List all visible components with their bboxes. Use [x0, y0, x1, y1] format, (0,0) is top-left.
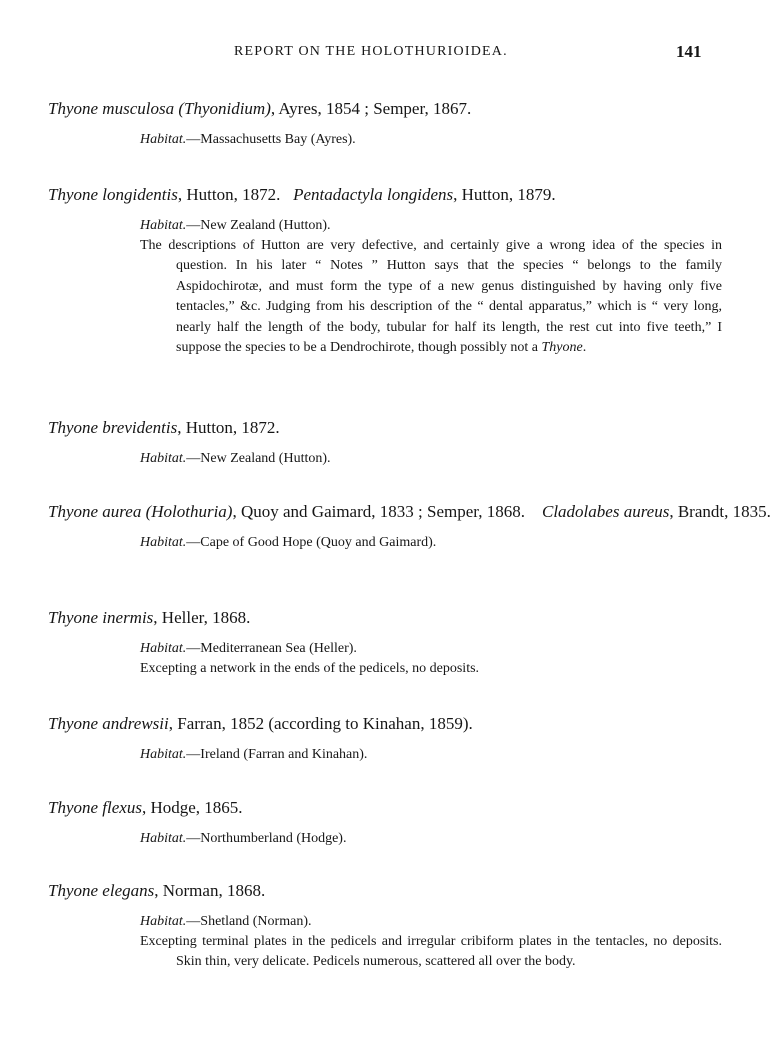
entry-title	[0, 501, 776, 523]
synonym-authority: , Hutton, 1879.	[453, 185, 556, 204]
habitat	[0, 449, 776, 469]
synonym-name: Pentadactyla longidens	[293, 185, 454, 204]
habitat-label: Habitat.	[140, 831, 187, 846]
habitat-text: —Northumberland (Hodge).	[186, 831, 347, 846]
species-entry-thyone-andrewsii	[0, 713, 776, 765]
authority: , Hutton, 1872.	[177, 185, 281, 204]
species-entry-thyone-inermis	[0, 607, 776, 679]
species-name: Thyone longidentis	[48, 185, 178, 204]
note-paragraph: Excepting terminal plates in the pedicels and irregular cribiform plates in the tentacles, no deposits. Skin thin, very delicate. Pedicels numerous, scattered all over the body.	[140, 934, 722, 970]
habitat-text: —New Zealand (Hutton).	[186, 451, 331, 466]
note-paragraph: Excepting a network in the ends of the pedicels, no deposits.	[140, 661, 480, 676]
synonym-genus: (Holothuria)	[145, 502, 233, 521]
habitat-text: —Massachusetts Bay (Ayres).	[186, 132, 356, 147]
habitat-label: Habitat.	[140, 747, 187, 762]
species-name: Thyone musculosa	[48, 99, 175, 118]
entry-title	[0, 98, 776, 120]
species-entry-thyone-flexus	[0, 797, 776, 849]
habitat-label: Habitat.	[140, 451, 187, 466]
habitat-text: —Ireland (Farran and Kinahan).	[186, 747, 368, 762]
habitat-label: Habitat.	[140, 218, 187, 233]
authority: , Hutton, 1872.	[177, 418, 280, 437]
species-name: Thyone andrewsii	[48, 714, 169, 733]
species-name: Thyone brevidentis	[48, 418, 178, 437]
authority: , Hodge, 1865.	[141, 798, 243, 817]
species-entry-thyone-brevidentis	[0, 417, 776, 469]
authority: , Quoy and Gaimard, 1833 ; Semper, 1868.	[232, 502, 525, 521]
habitat	[0, 639, 776, 659]
species-name: Thyone inermis	[48, 608, 154, 627]
habitat	[0, 533, 776, 553]
authority: , Heller, 1868.	[153, 608, 251, 627]
authority: , Ayres, 1854 ; Semper, 1867.	[270, 99, 472, 118]
habitat	[0, 829, 776, 849]
species-entry-thyone-aurea	[0, 501, 776, 553]
habitat-label: Habitat.	[140, 132, 187, 147]
habitat-label: Habitat.	[140, 535, 187, 550]
synonym2-name: Cladolabes aureus	[542, 502, 670, 521]
habitat-text: —Cape of Good Hope (Quoy and Gaimard).	[186, 535, 437, 550]
entry-title	[0, 184, 776, 206]
note-genus: Thyone	[541, 340, 583, 356]
species-name: Thyone flexus	[48, 798, 142, 817]
entry-title	[0, 797, 776, 819]
species-name: Thyone aurea	[48, 502, 142, 521]
synonym2-authority: , Brandt, 1835.	[669, 502, 771, 521]
entry-title	[0, 713, 776, 735]
species-entry-thyone-longidentis	[0, 184, 776, 358]
habitat	[0, 216, 776, 236]
synonym-genus: (Thyonidium)	[178, 99, 271, 118]
habitat	[0, 912, 776, 932]
habitat-text: —Shetland (Norman).	[186, 914, 312, 929]
species-name: Thyone elegans	[48, 881, 155, 900]
habitat-text: —Mediterranean Sea (Heller).	[186, 641, 357, 656]
species-entry-thyone-elegans	[0, 880, 776, 973]
running-head: REPORT ON THE HOLOTHURIOIDEA.	[234, 44, 508, 59]
authority: , Farran, 1852 (according to Kinahan, 1859).	[168, 714, 473, 733]
habitat-label: Habitat.	[140, 641, 187, 656]
entry-title	[0, 607, 776, 629]
habitat	[0, 745, 776, 765]
habitat-label: Habitat.	[140, 914, 187, 929]
habitat-text: —New Zealand (Hutton).	[186, 218, 331, 233]
note-text: The descriptions of Hutton are very defective, and certainly give a wrong idea of the species in question. In his later “ Notes ” Hutton says that the species “ belongs to the family Aspidochirotæ, and must form the type of a new genus distinguished by having only five tentacles,” &c. Judging from his description of the “ dental apparatus,” which is “ very long, nearly half the length of the body, tubular for half its length, the rest cut into five teeth,” I suppose the species to be a Dendrochirote, though possibly not a	[140, 238, 722, 356]
note-paragraph	[140, 236, 722, 358]
habitat	[0, 130, 776, 150]
authority: , Norman, 1868.	[154, 881, 266, 900]
entry-title	[0, 417, 776, 439]
page-number: 141	[676, 42, 702, 61]
entry-title	[0, 880, 776, 902]
note-end: .	[582, 340, 587, 356]
species-entry-thyone-musculosa	[0, 98, 776, 150]
